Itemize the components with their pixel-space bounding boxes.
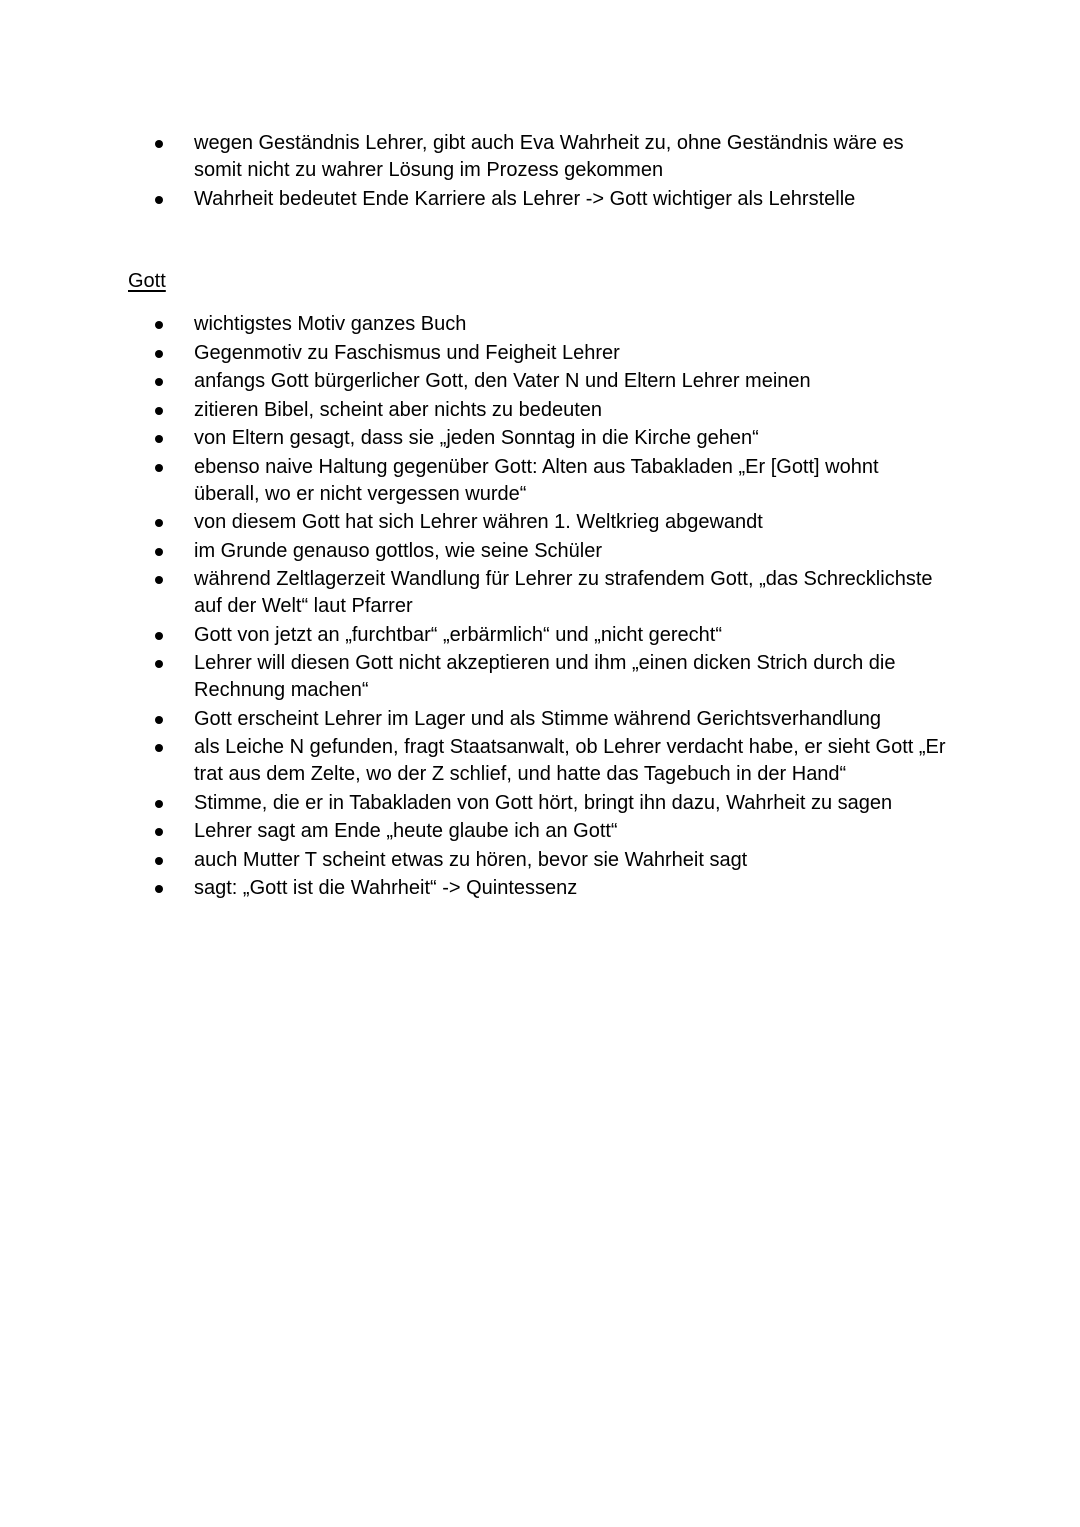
bullet-dot-icon: [155, 716, 163, 724]
list-item: [128, 538, 948, 565]
list-item: [128, 311, 948, 338]
bullet-dot-icon: [155, 576, 163, 584]
bullet-dot-icon: [155, 435, 163, 443]
bullet-dot-icon: [155, 321, 163, 329]
list-item-text: Gegenmotiv zu Faschismus und Feigheit Lehrer: [194, 341, 620, 364]
list-item: [128, 340, 948, 367]
list-item-text: während Zeltlagerzeit Wandlung für Lehrer zu strafendem Gott, „das Schrecklichste auf der Welt“ laut Pfarrer: [194, 568, 933, 617]
list-item-text: als Leiche N gefunden, fragt Staatsanwalt, ob Lehrer verdacht habe, er sieht Gott „Er trat aus dem Zelte, wo der Z schlief, und hatte das Tagebuch in der Hand“: [194, 736, 946, 785]
list-item: [128, 622, 948, 649]
list-item-text: zitieren Bibel, scheint aber nichts zu bedeuten: [194, 398, 603, 421]
list-item-text: Stimme, die er in Tabakladen von Gott hört, bringt ihn dazu, Wahrheit zu sagen: [194, 791, 893, 814]
bullet-dot-icon: [155, 857, 163, 865]
bullet-dot-icon: [155, 828, 163, 836]
list-item: [128, 397, 948, 424]
list-item: [128, 454, 948, 508]
list-item-text: von diesem Gott hat sich Lehrer währen 1. Weltkrieg abgewandt: [194, 511, 763, 533]
list-item-text: wichtigstes Motiv ganzes Buch: [194, 313, 467, 335]
bullet-dot-icon: [155, 519, 163, 527]
list-item: [128, 130, 948, 184]
list-item-text: Wahrheit bedeutet Ende Karriere als Lehrer -> Gott wichtiger als Lehrstelle: [194, 187, 856, 210]
bullet-dot-icon: [155, 660, 163, 668]
list-item-text: Gott erscheint Lehrer im Lager und als Stimme während Gerichtsverhandlung: [194, 707, 882, 730]
list-item-text: Gott von jetzt an „furchtbar“ „erbärmlich“ und „nicht gerecht“: [194, 623, 722, 646]
bullet-dot-icon: [155, 885, 163, 893]
list-item: [128, 847, 948, 874]
bullet-dot-icon: [155, 632, 163, 640]
list-item-text: ebenso naive Haltung gegenüber Gott: Alten aus Tabakladen „Er [Gott] wohnt überall, wo er nicht vergessen wurde“: [194, 455, 879, 505]
list-item-text: von Eltern gesagt, dass sie „jeden Sonntag in die Kirche gehen“: [194, 427, 759, 449]
bullet-dot-icon: [155, 800, 163, 808]
list-item: [128, 790, 948, 817]
bullet-dot-icon: [155, 196, 163, 204]
bullet-dot-icon: [155, 407, 163, 415]
top-bullet-list: [128, 130, 948, 214]
bullet-dot-icon: [155, 140, 163, 148]
bullet-dot-icon: [155, 378, 163, 386]
bullet-dot-icon: [155, 548, 163, 556]
list-item: [128, 425, 948, 452]
list-item: [128, 875, 948, 902]
list-item: [128, 734, 948, 788]
list-item: [128, 509, 948, 536]
list-item: [128, 706, 948, 733]
list-item: [128, 566, 948, 620]
gott-bullet-list: [128, 311, 948, 904]
list-item: [128, 650, 948, 704]
section-heading: Gott: [128, 270, 166, 292]
list-item-text: wegen Geständnis Lehrer, gibt auch Eva Wahrheit zu, ohne Geständnis wäre es somit nicht zu wahrer Lösung im Prozess gekommen: [194, 132, 904, 181]
list-item-text: im Grunde genauso gottlos, wie seine Schüler: [194, 539, 603, 562]
list-item-text: auch Mutter T scheint etwas zu hören, bevor sie Wahrheit sagt: [194, 848, 748, 871]
list-item: [128, 818, 948, 845]
list-item-text: Lehrer sagt am Ende „heute glaube ich an Gott“: [194, 820, 618, 842]
list-item: [128, 368, 948, 395]
bullet-dot-icon: [155, 464, 163, 472]
list-item-text: anfangs Gott bürgerlicher Gott, den Vater N und Eltern Lehrer meinen: [194, 370, 811, 392]
list-item: [128, 186, 948, 213]
list-item-text: sagt: „Gott ist die Wahrheit“ -> Quintessenz: [194, 877, 578, 899]
bullet-dot-icon: [155, 744, 163, 752]
list-item-text: Lehrer will diesen Gott nicht akzeptieren und ihm „einen dicken Strich durch die Rechnung machen“: [194, 652, 896, 701]
bullet-dot-icon: [155, 350, 163, 358]
